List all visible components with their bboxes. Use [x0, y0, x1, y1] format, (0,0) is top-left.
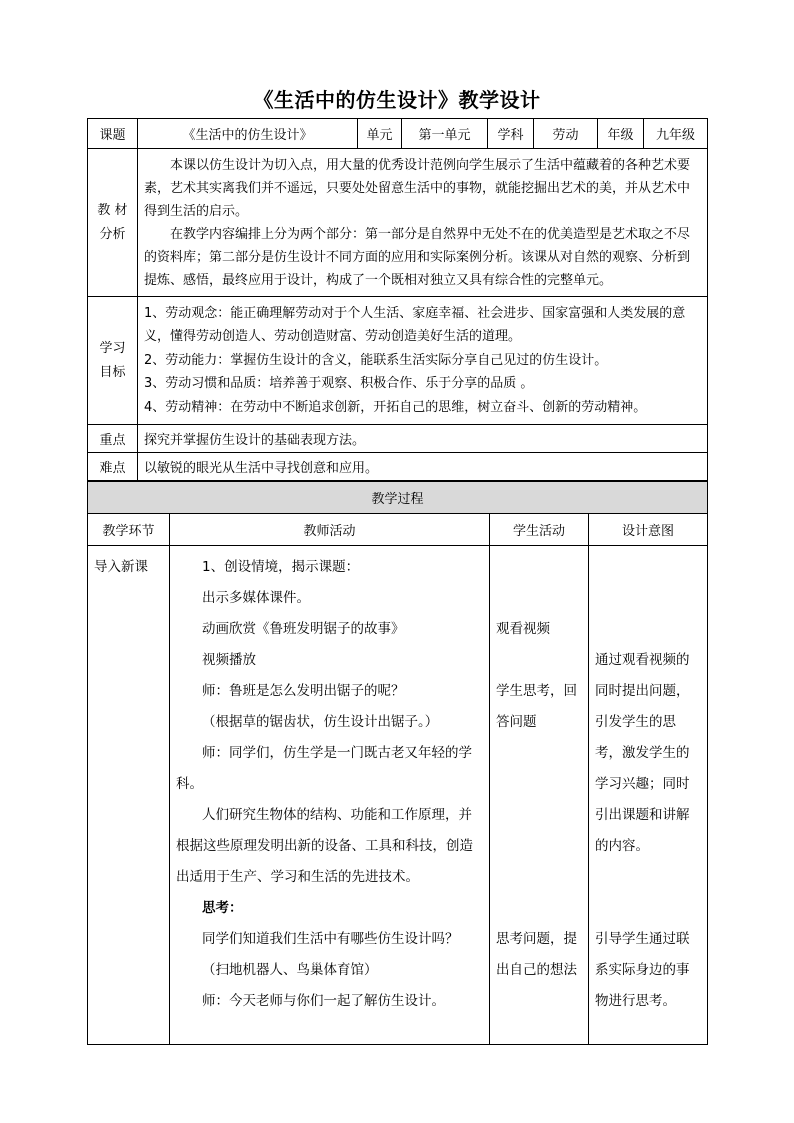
header-design: 设计意图: [589, 514, 708, 546]
teacher-line: 同学们知道我们生活中有哪些仿生设计吗？: [202, 931, 459, 947]
student-think-share: 思考问题，提出自己的想法: [496, 931, 577, 978]
goals-content: [138, 297, 708, 425]
teacher-line: 师：今天老师与你们一起了解仿生设计。: [202, 993, 445, 1009]
header-stage: 教学环节: [88, 514, 170, 546]
teacher-line: 人们研究生物体的结构、功能和工作原理，并根据这些原理发明出新的设备、工具和科技，创造出适用于生产、学习和生活的先进技术。: [176, 807, 473, 885]
lesson-info-table: [87, 118, 708, 481]
teaching-process-table: [87, 481, 708, 1045]
goals-label: 学习 目标: [88, 297, 138, 425]
header-teacher: 教师活动: [170, 514, 490, 546]
unit-label: 单元: [358, 119, 402, 149]
process-title: 教学过程: [88, 482, 708, 514]
design-intent-1: 通过观看视频的同时提出问题，引发学生的思考，激发学生的学习兴趣；同时引出课题和讲解的内容。: [595, 652, 690, 854]
teacher-line: （根据草的锯齿状，仿生设计出锯子。）: [202, 714, 439, 730]
teacher-line: 视频播放: [202, 652, 256, 668]
analysis-paragraph: 在教学内容编排上分为两个部分：第一部分是自然界中无处不在的优美造型是艺术取之不尽的资料库；第二部分是仿生设计不同方面的应用和实际案例分析。该课从对自然的观察、分析到提炼、感悟，最终应用于设计，构成了一个既相对独立又具有综合性的完整单元。: [144, 226, 691, 288]
header-student: 学生活动: [490, 514, 589, 546]
goal-item: 4、劳动精神：在劳动中不断追求创新，开拓自己的思维，树立奋斗、创新的劳动精神。: [144, 399, 647, 415]
student-think-answer: 学生思考，回答问题: [496, 683, 577, 730]
subject-label: 学科: [488, 119, 534, 149]
stage-name: 导入新课: [88, 546, 170, 1045]
goal-item: 3、劳动习惯和品质：培养善于观察、积极合作、乐于分享的品质 。: [144, 376, 534, 392]
teacher-line: 思考：: [202, 900, 243, 916]
unit-value: 第一单元: [402, 119, 488, 149]
difficulty-value: 以敏锐的眼光从生活中寻找创意和应用。: [138, 453, 708, 481]
key-point-label: 重点: [88, 425, 138, 453]
teacher-line: 出示多媒体课件。: [202, 590, 310, 606]
teacher-line: 师：鲁班是怎么发明出锯子的呢？: [202, 683, 405, 699]
analysis-paragraph: 本课以仿生设计为切入点，用大量的优秀设计范例向学生展示了生活中蕴藏着的各种艺术要素，艺术其实离我们并不遥远，只要处处留意生活中的事物，就能挖掘出艺术的美，并从艺术中得到生活的启示。: [144, 157, 691, 219]
teacher-line: （扫地机器人、鸟巢体育馆）: [202, 962, 378, 978]
student-watch: 观看视频: [496, 621, 550, 637]
analysis-content: [138, 149, 708, 297]
goal-item: 1、劳动观念：能正确理解劳动对于个人生活、家庭幸福、社会进步、国家富强和人类发展的意义，懂得劳动创造人、劳动创造财富、劳动创造美好生活的道理。: [144, 305, 686, 345]
document-title: 《生活中的仿生设计》教学设计: [253, 88, 541, 112]
topic-value: 《生活中的仿生设计》: [138, 119, 358, 149]
teacher-line: 师：同学们，仿生学是一门既古老又年轻的学科。: [176, 745, 472, 792]
grade-value: 九年级: [644, 119, 708, 149]
key-point-value: 探究并掌握仿生设计的基础表现方法。: [138, 425, 708, 453]
analysis-label: 教 材 分析: [88, 149, 138, 297]
difficulty-label: 难点: [88, 453, 138, 481]
student-activity: [490, 546, 589, 1045]
design-intent-2: 引导学生通过联系实际身边的事物进行思考。: [595, 931, 690, 1009]
subject-value: 劳动: [534, 119, 598, 149]
teacher-activity: [170, 546, 490, 1045]
grade-label: 年级: [598, 119, 644, 149]
topic-label: 课题: [88, 119, 138, 149]
teacher-line: 1、创设情境，揭示课题：: [202, 559, 360, 575]
teacher-line: 动画欣赏《鲁班发明锯子的故事》: [202, 621, 405, 637]
goal-item: 2、劳动能力：掌握仿生设计的含义，能联系生活实际分享自己见过的仿生设计。: [144, 352, 608, 368]
design-intent: [589, 546, 708, 1045]
